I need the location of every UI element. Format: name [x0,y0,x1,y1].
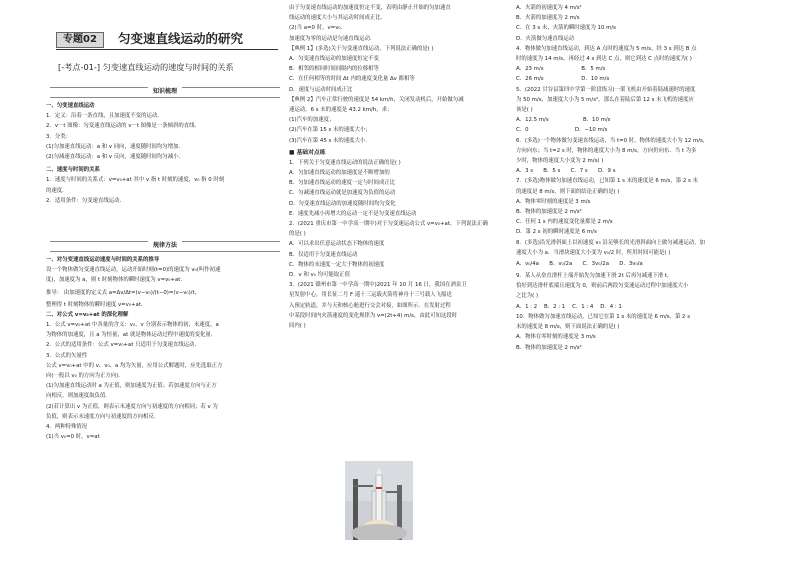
text-line: 速运动，6 s 末的速度是 43.2 km/h，求： [289,107,393,114]
examples-section [289,3,507,331]
heading-velocity-time: 二、速度与时间的关系 [46,167,100,174]
option-line: B．物体的加速度是 2 m/s² [516,209,582,216]
text-line: 的是( ) [289,231,306,238]
text-line: 负值，则表示末速度方向与初速度的方向相反． [46,413,160,420]
question-4: 4．物体做匀加速直线运动，到达 A 点时的速度为 5 m/s，经 3 s 到达 B 点 [516,45,697,52]
option-line: A．1 : 2 B．2 : 1 C．1 : 4 D．4 : 1 [516,303,622,310]
option-line: D．火箭做匀速直线运动 [516,35,575,42]
text-line: (2)匀减速直线运动：a 和 v 反向，速度随时间均匀减小． [46,154,184,161]
text-line: 入预定轨道，并与天和核心舱进行交会对接，如图所示．在发射过程 [289,302,451,309]
option-line: A．匀加速直线运动的加速度是不断增加的 [289,170,390,177]
page-title: 匀变速直线运动的研究 [118,31,244,46]
example-2: 【典例 2】汽车正常行驶的速度是 54 km/h，关闭发动机后，开始做匀减 [289,96,464,103]
rocket-icon [345,461,413,540]
text-line: (2)汽车在第 15 s 末的速度大小； [289,127,371,134]
text-line: 1．公式 v=v₀+at 中各量的含义：v₀、v 分别表示物体的初、末速度，a [46,322,219,329]
option-line: D．匀变速直线运动的加速度随时间均匀变化 [289,200,396,207]
option-line: C．0 D．−10 m/s [516,127,608,134]
text-line: 中某段时间内火箭速度的变化规律为 v=(2t+4) m/s，由此可知这段时 [289,312,458,319]
option-line: B．火箭的加速度为 2 m/s [516,15,580,22]
text-line: 间内( ) [289,323,306,330]
formula-line: 推导： 由加速度的定义式 a=Δv/Δt=(v−v₀)/(t−0)=(v−v₀)/t， [46,289,201,296]
method-section [46,255,280,442]
text-line: (1)汽车的加速度； [289,117,335,124]
option-line: A．3 s B．5 s C．7 s D．9 s [516,168,616,175]
text-line: 由于匀变速直线运动的加速度恒定不变，表明由静止开始的匀加速直 [289,5,451,11]
knowledge-banner-label: 知识梳理 [148,87,182,96]
text-line: 该是( ) [516,107,533,114]
text-line: 1．速度与时间的关系式：v=v₀+at 其中 v 指 t 时刻的速度，v₀ 指 0 时刻 [46,177,225,184]
option-line: D．第 2 s 初的瞬时速度是 6 m/s [516,229,597,236]
option-line: C．26 m/s D．10 m/s [516,76,610,83]
text-line: 之比为( ) [516,293,539,300]
text-line: 向相反，则加速度取负值． [46,393,111,400]
text-line: 时的速度为 14 m/s，再经过 4 s 到达 C 点，则它到达 C 点时的速度为( ) [516,56,692,63]
heading-understanding: 二、对公式 v=v₀+at 的深化理解 [46,311,129,318]
text-line: 星发射中心，用长征二号 F 遥十三运载火箭将神舟十三号载人飞船送 [289,292,452,299]
text-line: (2)若计算出 v 为正值，则表示末速度方向与初速度的方向相同；若 v 为 [46,403,218,410]
option-line: A．23 m/s B．5 m/s [516,66,606,73]
text-line: 速度大小为 a．当滑块速度大小变为 v₀/2 时，所用时间可能是( ) [516,249,671,256]
question-9: 9．某人从垒直滑杆上端开始先匀加速下滑 2t 后再匀减速下滑 t， [516,273,673,280]
option-line: A．可以求出任意运动状态下物体的速度 [289,241,385,248]
option-line: B．物体的加速度是 2 m/s² [516,344,582,351]
option-line: B．相邻的相同时间间隔内的位移相等 [289,66,379,73]
option-line: A．火箭的初速度为 4 m/s² [516,5,582,11]
text-line: 为物体的加速度，且 a 为恒量，at 就是物体运动过程中速度的变化量． [46,332,217,339]
text-line: 3．分类： [46,133,71,140]
option-line: C．任何 1 s 内的速度变化量都是 2 m/s [516,219,613,226]
text-line: 少时，物体的速度大小变为 2 m/s( ) [516,158,604,165]
question-2: 2．(2021 重庆市第一中学高一期中)对于匀变速运动公式 v=v₀+at，下列说法正确 [289,221,488,228]
option-line: A．匀变速直线运动的加速度恒定不变 [289,56,379,63]
text-line: 1．定义：沿着一条直线，且加速度不变的运动． [46,113,163,120]
topic-tag: 专题02 [56,32,104,48]
text-line: 为 50 m/s，加速度大小为 5 m/s²，那么在着陆后第 12 s 末飞机的速度应 [516,96,694,103]
text-line: 加速度为零的运动是匀速直线运动． [289,35,376,42]
question-6: 6．(多选)一个物体做匀变速直线运动，当 t=0 时，物体的速度大小为 12 m/s， [516,137,709,144]
text-line: 度)，加速度为 a，则 t 时刻物体的瞬时速度为 v=v₀+at. [46,277,183,284]
text-line: 向(一般以 v₀ 的方向为正方向)． [46,373,124,380]
option-line: B．仅适用于匀变速直线运动 [289,251,358,258]
text-line: 2．适用条件：匀变速直线运动． [46,197,125,204]
text-line: 整理得 t 时刻物体的瞬时速度 v=v₀+at． [46,301,147,308]
text-line: 恰好到达滑杆底端且速度为 0，则前后两段匀变速运动过程中加速度大小 [516,283,689,290]
text-line: (1)匀加速直线运动时 a 为正值，则加速度为正值；若加速度方向与正方 [46,383,217,390]
method-banner-label: 规律方法 [148,241,182,250]
option-line: A．物体零时刻的速度是 3 m/s [516,198,591,205]
method-banner [50,241,280,252]
heading-derivation: 一、对匀变速直线运动速度与时间的关系的推导 [46,257,160,263]
text-line: (1)匀加速直线运动：a 和 v 同向，速度随时间均匀增加． [46,143,184,150]
question-3: 3．(2021 赣州市第一中学高一期中)2021 年 10 月 16 日，我国在酒泉卫 [289,282,467,289]
title-underline [56,49,278,50]
question-1: 1．下列关于匀变速直线运动的说法正确的是( ) [289,159,401,166]
option-line: A．12.5 m/s B．10 m/s [516,117,611,124]
text-line: 2．v－t 图像：匀变速直线运动的 v－t 图像是一条倾斜的直线． [46,123,200,130]
option-line: E．速度先减小再增大的运动一定不是匀变速直线运动 [289,210,417,217]
option-line: C．在任何相等的时间 Δt 内的速度变化量 Δv 都相等 [289,76,415,83]
knowledge-banner [50,87,280,98]
option-line: B．匀加速直线运动的速度一定与时间成正比 [289,180,396,187]
text-line: 末的速度是 8 m/s，则下面说法正确的是( ) [516,324,620,331]
title-box [56,31,276,49]
practice-section-cont [516,3,756,353]
option-line: D．速度与运动时间成正比 [289,86,353,93]
option-line: D．v 和 v₀ 均可能取正值 [289,272,350,279]
text-line: 3．公式的矢量性 [46,352,88,359]
practice-heading [289,148,507,158]
text-line: 2．公式的适用条件：公式 v=v₀+at 只适用于匀变速直线运动． [46,342,200,349]
option-line: A．物体在零时刻的速度是 3 m/s [516,334,596,341]
text-line: 方向向东；当 t=2 s 时，物体的速度大小为 8 m/s，方向仍向东．当 t 为多 [516,147,697,154]
question-10: 10．物体做匀加速直线运动，已知它在第 1 s 末的速度是 6 m/s，第 2 s [516,313,691,320]
section-subtitle: [-考点-01-] 匀变速直线运动的速度与时间的关系 [58,62,234,72]
text-line: (3)汽车在第 45 s 末的速度大小． [289,137,371,144]
option-line: C．在 3 s 末，火箭的瞬时速度为 10 m/s [516,25,616,32]
knowledge-section [46,101,280,206]
question-8: 8．(多选)沿光滑斜面上以初速度 v₀ 沿足够长的光滑斜面向上做匀减速运动，加 [516,239,705,246]
heading-uniform-motion: 一、匀变速直线运动 [46,103,95,109]
text-line: 设一个物体做匀变速直线运动，运动开始时刻(t=0)的速度为 v₀(叫作初速 [46,267,221,274]
text-line: 4．两种特殊情况 [46,424,88,431]
option-line: A．v₀/4a B．v₀/2a C．3v₀/2a D．3v₀/a [516,261,643,268]
practice-heading-label: 基础对点练 [296,149,326,156]
text-line: 公式 v=v₀+at 中的 v、v₀、a 均为矢量，应用公式解题时，应先选取正方 [46,362,223,369]
option-line: C．物体的末速度一定大于物体的初速度 [289,261,385,268]
option-line: C．匀减速直线运动就是加速度为负值的运动 [289,190,396,197]
question-5: 5．(2022 甘谷县第四中学第一阶段练习)一架飞机由开始着陆减速时的速度 [516,86,696,93]
text-line: (1)当 v₀=0 时，v=at [46,434,100,441]
text-line: 线运动的速度大小与其运动时间成正比． [289,15,387,22]
example-1: 【典例 1】(多选)关于匀变速直线运动，下列说法正确的是( ) [289,45,434,52]
practice-heading-icon: ■ [289,149,297,156]
text-line: 的速度． [46,187,68,194]
text-line: (2)当 a=0 时，v=v₀． [289,25,346,32]
text-line: 的速度是 8 m/s，则下面的结论正确的是( ) [516,188,620,195]
rocket-launch-photo [345,461,413,540]
question-7: 7．(多选)物体做匀加速直线运动，已知第 1 s 末的速度是 6 m/s，第 2 s 末 [516,178,698,185]
